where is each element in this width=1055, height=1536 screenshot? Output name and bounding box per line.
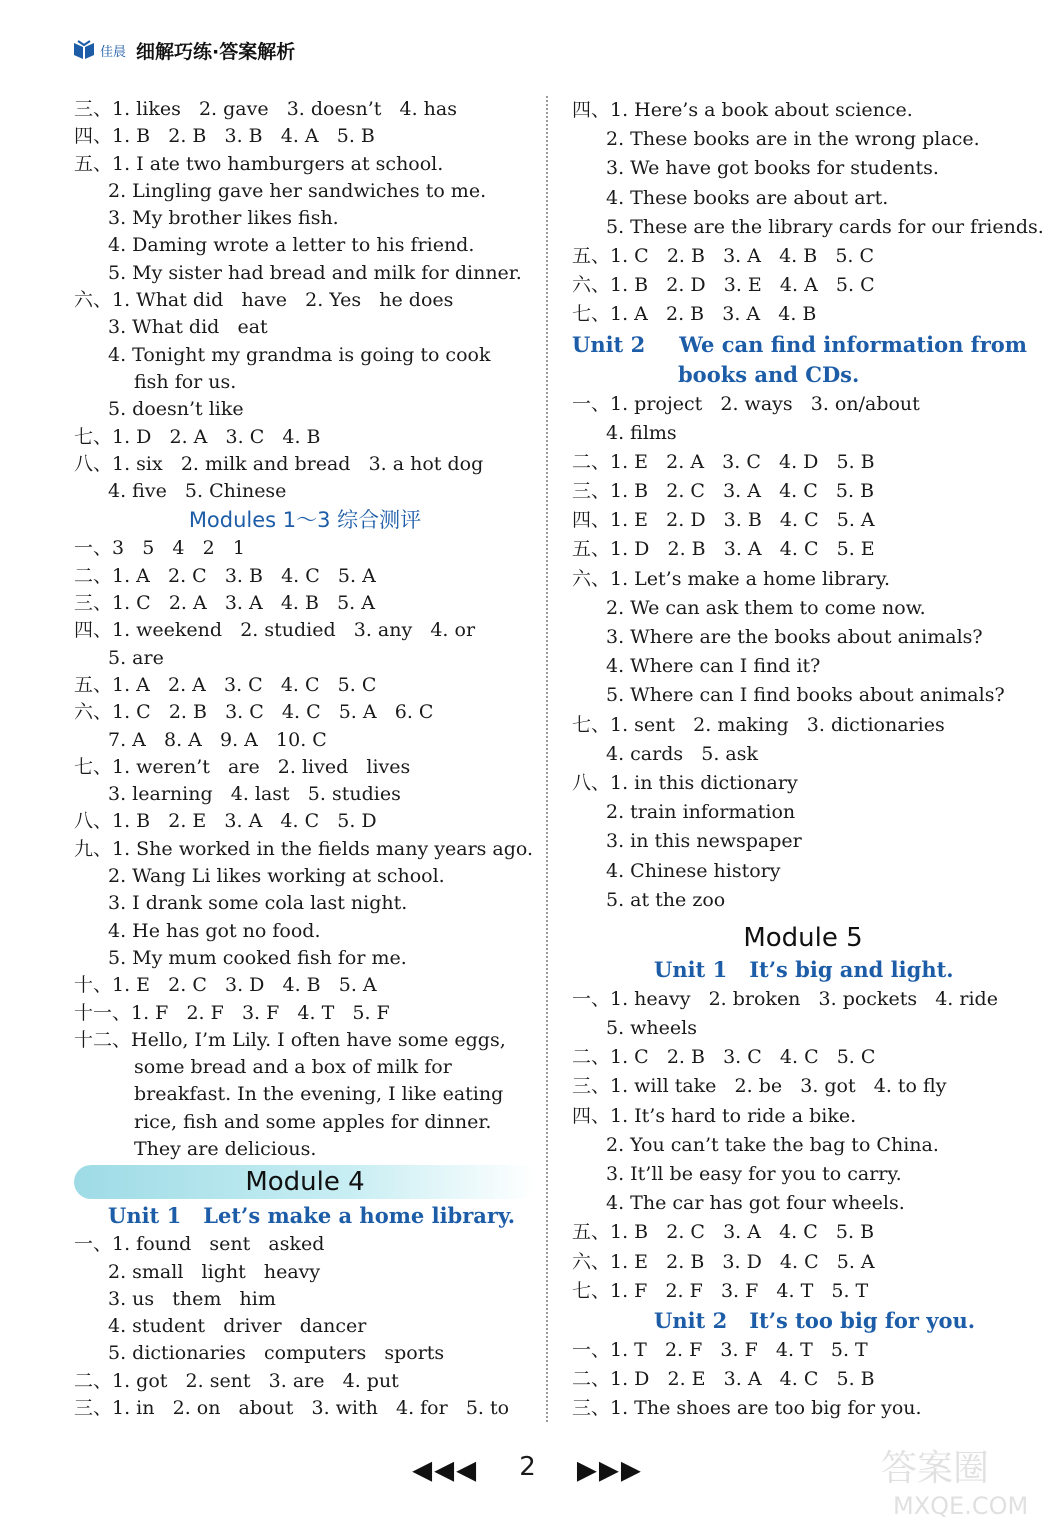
answer-line: 四、1. E 2. D 3. B 4. C 5. A (572, 509, 875, 532)
answer-line: 六、1. B 2. D 3. E 4. A 5. C (572, 274, 875, 297)
answer-line: 六、1. What did have 2. Yes he does (74, 289, 454, 312)
answer-line: 5. My mum cooked fish for me. (108, 946, 407, 969)
answer-line: 三、1. will take 2. be 3. got 4. to fly (572, 1075, 947, 1098)
section-title: Modules 1～3 综合测评 (188, 508, 422, 533)
answer-line: 二、1. A 2. C 3. B 4. C 5. A (74, 564, 376, 587)
answer-line: 二、1. D 2. E 3. A 4. C 5. B (572, 1368, 875, 1391)
answer-line: 2. These books are in the wrong place. (606, 128, 980, 151)
unit-label: Unit 2 (654, 1307, 728, 1333)
answer-line: 五、1. I ate two hamburgers at school. (74, 152, 444, 175)
answer-line: 三、1. C 2. A 3. A 4. B 5. A (74, 592, 375, 615)
answer-line: 7. A 8. A 9. A 10. C (108, 728, 327, 751)
module-title: Module 4 (245, 1167, 365, 1198)
answer-line: 二、1. E 2. A 3. C 4. D 5. B (572, 450, 875, 473)
answer-line: 四、1. Here’s a book about science. (572, 99, 913, 121)
answer-line: 十二、Hello, I’m Lily. I often have some eggs, (74, 1028, 506, 1051)
answer-line: 4. Chinese history (606, 859, 781, 882)
answer-line: breakfast. In the evening, I like eating (134, 1083, 504, 1106)
answer-line: 3. It’ll be easy for you to carry. (606, 1163, 902, 1185)
unit-title (572, 330, 1034, 390)
answer-line: fish for us. (134, 370, 237, 393)
book-logo-icon (72, 39, 96, 61)
unit-label: Unit 2 (572, 331, 646, 357)
unit-title (572, 1306, 1034, 1336)
answer-line: 4. These books are about art. (606, 186, 889, 209)
next-arrows-icon: ▶▶▶ (576, 1455, 643, 1486)
answer-line: 4. cards 5. ask (606, 742, 759, 765)
answer-line: 一、1. found sent asked (74, 1233, 325, 1256)
answer-line: 八、1. six 2. milk and bread 3. a hot dog (74, 452, 484, 475)
answer-line: 二、1. C 2. B 3. C 4. C 5. C (572, 1046, 876, 1069)
unit-heading-continued: books and CDs. (678, 361, 860, 387)
answer-line: 一、1. project 2. ways 3. on/about (572, 392, 920, 415)
answer-line: 六、1. C 2. B 3. C 4. C 5. A 6. C (74, 701, 434, 724)
answer-line: 2. Lingling gave her sandwiches to me. (108, 179, 487, 202)
answer-line: 三、1. likes 2. gave 3. doesn’t 4. has (74, 98, 457, 120)
answer-line: 三、1. B 2. C 3. A 4. C 5. B (572, 480, 875, 503)
answer-line: 4. student driver dancer (108, 1315, 367, 1338)
answer-line: 七、1. weren’t are 2. lived lives (74, 755, 411, 778)
answer-line: 5. at the zoo (606, 888, 726, 911)
answer-line: 八、1. B 2. E 3. A 4. C 5. D (74, 810, 377, 833)
right-answer-column (572, 96, 1044, 1424)
answer-line: 2. small light heavy (108, 1260, 321, 1283)
unit-heading: It’s too big for you. (749, 1307, 976, 1333)
answer-line: 4. The car has got four wheels. (606, 1192, 905, 1215)
answer-line: 4. Where can I find it? (606, 655, 821, 678)
answer-line: 五、1. D 2. B 3. A 4. C 5. E (572, 538, 875, 561)
unit-label: Unit 1 (108, 1203, 182, 1229)
answer-line: 五、1. B 2. C 3. A 4. C 5. B (572, 1221, 875, 1244)
answer-line: rice, fish and some apples for dinner. (134, 1110, 492, 1133)
answer-line: 六、1. E 2. B 3. D 4. C 5. A (572, 1250, 875, 1273)
watermark-text: 答案圈 (881, 1448, 990, 1489)
answer-line: 七、1. D 2. A 3. C 4. B (74, 425, 321, 448)
answer-line: 5. are (108, 646, 164, 669)
brand-name: 佳晨 (100, 44, 127, 60)
page-number: 2 (519, 1452, 536, 1482)
answer-line: 5. These are the library cards for our friends. (606, 215, 1044, 238)
answer-line: 3. Where are the books about animals? (606, 626, 983, 648)
answer-line: 3. I drank some cola last night. (108, 892, 408, 915)
answer-line: 二、1. got 2. sent 3. are 4. put (74, 1369, 399, 1392)
answer-line: 十、1. E 2. C 3. D 4. B 5. A (74, 974, 377, 997)
answer-line: some bread and a box of milk for (134, 1056, 452, 1079)
header-title: 细解巧练·答案解析 (136, 40, 296, 63)
answer-line: 十一、1. F 2. F 3. F 4. T 5. F (74, 1001, 390, 1024)
column-divider (546, 96, 548, 1422)
answer-line: 4. He has got no food. (108, 919, 321, 942)
answer-line: 三、1. The shoes are too big for you. (572, 1397, 922, 1420)
answer-line: 一、1. T 2. F 3. F 4. T 5. T (572, 1338, 868, 1361)
answer-line: 五、1. C 2. B 3. A 4. B 5. C (572, 244, 875, 267)
watermark-url: MXQE.COM (893, 1492, 1029, 1520)
answer-line: 七、1. F 2. F 3. F 4. T 5. T (572, 1279, 869, 1302)
answer-line: 2. We can ask them to come now. (606, 596, 926, 619)
answer-line: 六、1. Let’s make a home library. (572, 567, 891, 590)
answer-line: 5. My sister had bread and milk for dinner. (108, 261, 522, 284)
answer-line: 3. We have got books for students. (606, 157, 939, 180)
answer-line: 一、3 5 4 2 1 (74, 537, 245, 560)
answer-line: 五、1. A 2. A 3. C 4. C 5. C (74, 673, 377, 696)
answer-line: 九、1. She worked in the fields many years ago. (74, 837, 534, 860)
answer-line: 3. in this newspaper (606, 830, 802, 853)
watermark-logo-icon (873, 1436, 1043, 1522)
unit-heading: Let’s make a home library. (203, 1203, 516, 1229)
answer-line: 四、1. B 2. B 3. B 4. A 5. B (74, 125, 375, 148)
answer-line: 3. learning 4. last 5. studies (108, 783, 401, 806)
answer-line: 4. five 5. Chinese (108, 480, 287, 503)
answer-line: 四、1. It’s hard to ride a bike. (572, 1104, 857, 1127)
answer-line: 5. wheels (606, 1017, 697, 1040)
answer-line: 三、1. in 2. on about 3. with 4. for 5. to (74, 1397, 510, 1420)
answer-line: They are delicious. (134, 1137, 317, 1160)
answer-line: 5. Where can I find books about animals? (606, 684, 1005, 707)
answer-line: 八、1. in this dictionary (572, 771, 798, 794)
prev-arrows-icon: ◀◀◀ (412, 1455, 479, 1486)
answer-line: 七、1. sent 2. making 3. dictionaries (572, 713, 945, 736)
unit-heading: We can find information from (679, 331, 1027, 357)
answer-line: 3. What did eat (108, 316, 268, 339)
answer-line: 四、1. weekend 2. studied 3. any 4. or (74, 619, 476, 642)
unit-label: Unit 1 (654, 956, 728, 982)
answer-line: 4. Tonight my grandma is going to cook (108, 343, 491, 366)
unit-title (572, 955, 1034, 985)
unit-title (74, 1201, 536, 1231)
left-answer-column (74, 96, 536, 1422)
page-header (72, 36, 295, 64)
answer-line: 2. Wang Li likes working at school. (108, 865, 445, 888)
module-title: Module 5 (743, 922, 863, 953)
answer-line: 3. us them him (108, 1287, 276, 1310)
answer-line: 5. dictionaries computers sports (108, 1342, 445, 1365)
module-banner (74, 1165, 536, 1199)
answer-line: 4. films (606, 421, 677, 444)
unit-heading: It’s big and light. (749, 956, 954, 982)
answer-line: 2. You can’t take the bag to China. (606, 1133, 939, 1156)
answer-line: 4. Daming wrote a letter to his friend. (108, 234, 475, 257)
answer-line: 3. My brother likes fish. (108, 207, 339, 230)
answer-line: 一、1. heavy 2. broken 3. pockets 4. ride (572, 987, 998, 1010)
answer-line: 七、1. A 2. B 3. A 4. B (572, 303, 817, 326)
answer-line: 5. doesn’t like (108, 398, 244, 421)
answer-line: 2. train information (606, 801, 796, 824)
